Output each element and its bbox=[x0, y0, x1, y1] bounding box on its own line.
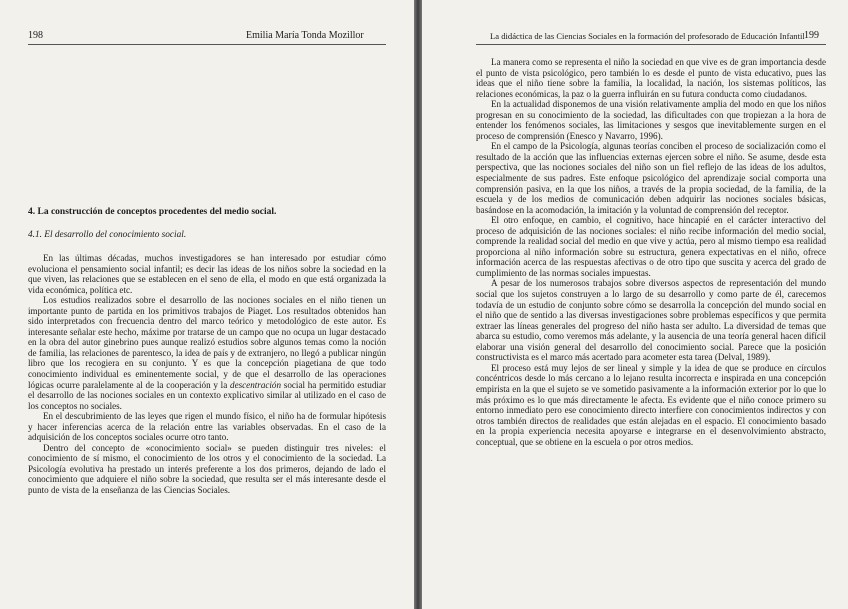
right-paragraph-2: En la actualidad disponemos de una visión relativamente amplia del modo en que los niños progresan en su conocimiento de la sociedad, las dificultades con que tropiezan a la hora de entender los fenómenos sociales, las limitaciones y sesgos que inevitablemente surgen en el proceso de comprensión (Enesco y Navarro, 1996). bbox=[476, 99, 826, 141]
left-paragraph-3: En el descubrimiento de las leyes que rigen el mundo físico, el niño ha de formular hipótesis y hacer inferencias acerca de la relación entre las variables observadas. En el caso de la adquisición de los conceptos sociales ocurre otro tanto. bbox=[28, 411, 386, 443]
right-paragraph-5: A pesar de los numerosos trabajos sobre diversos aspectos de representación del mundo social que los sujetos construyen a lo largo de su desarrollo y como parte de él, carecemos todavía de un estudio de conjunto sobre cómo se desarrolla la concepción del mundo social en el niño que de sentido a las diversas investigaciones sobre problemas específicos y que permita extraer las líneas generales del progreso del niño hasta ser adulto. La diversidad de temas que abarca su estudio, como veremos más adelante, y la ausencia de una teoría general hacen difícil elaborar una visión general del desarrollo del conocimiento social. Parece que la posición constructivista es el marco más acertado para acometer esta tarea (Delval, 1989). bbox=[476, 278, 826, 363]
left-body bbox=[28, 253, 386, 496]
left-header-rule bbox=[28, 44, 386, 45]
section-heading: 4. La construcción de conceptos procedentes del medio social. bbox=[28, 207, 277, 217]
right-body bbox=[476, 57, 826, 447]
subsection-heading: 4.1. El desarrollo del conocimiento social. bbox=[28, 230, 187, 240]
right-paragraph-1: La manera como se representa el niño la sociedad en que vive es de gran importancia desde el punto de vista psicológico, pero también lo es desde el punto de vista educativo, pues las ideas que el niño tiene sobre la familia, la localidad, la nación, los sistemas políticos, las relaciones económicas, la paz o la guerra influirán en su futura conducta como ciudadanos. bbox=[476, 57, 826, 99]
right-paragraph-4: El otro enfoque, en cambio, el cognitivo, hace hincapié en el carácter interactivo del proceso de adquisición de las nociones sociales: el niño recibe información del medio social, comprende la realidad social del medio en que vive y actúa, pero al mismo tiempo esa realidad proporciona al niño información sobre su estructura, genera expectativas en el niño, ofrece información acerca de las respuestas afectivas o de otro tipo que suscita y acerca del grado de cumplimiento de las normas sociales impuestas. bbox=[476, 215, 826, 278]
left-page bbox=[0, 0, 414, 609]
right-paragraph-6: El proceso está muy lejos de ser lineal y simple y la idea de que se produce en círculos concéntricos desde lo más cercano a lo lejano resulta incorrecta e inspirada en una concepción empirista en la que el sujeto se ve sometido pasivamente a la información exterior por lo que lo más próximo es lo que más directamente le afecta. Es evidente que el niño conoce primero su entorno inmediato pero ese conocimiento directo interfiere con conocimientos indirectos y con otros también directos de realidades que están alejadas en el espacio. El conocimiento basado en la propia experiencia necesita apoyarse e integrarse en el desenvolvimiento abstracto, conceptual, que se obtiene en la escuela o por otros medios. bbox=[476, 362, 826, 447]
right-paragraph-3: En el campo de la Psicología, algunas teorías conciben el proceso de socialización como el resultado de la acción que las influencias externas ejercen sobre el niño. Se asume, desde esta perspectiva, que las nociones sociales del niño son un fiel reflejo de las ideas de los adultos, especialmente de sus padres. Este enfoque psicológico del aprendizaje social comporta una comprensión pasiva, en la que los niños, a través de la propia sociedad, de la familia, de la escuela y de los medios de comunicación deben adquirir las nociones sociales básicas, basándose en la acomodación, la imitación y la voluntad de comprensión del receptor. bbox=[476, 141, 826, 215]
left-page-number: 198 bbox=[28, 30, 43, 41]
left-paragraph-2: Los estudios realizados sobre el desarrollo de las nociones sociales en el niño tienen un importante punto de partida en los primitivos trabajos de Piaget. Los resultados obtenidos han sido interpretados con frecuencia dentro del marco teórico y metodológico de este autor. Es interesante señalar este hecho, máxime por tratarse de un campo que no ocupa un lugar destacado en la obra del autor ginebrino pues aunque realizó estudios sobre algunos temas como la noción de familia, las relaciones de parentesco, la idea de país y de extranjero, no llegó a publicar ningún libro que los recogiera en su conjunto. Y es que la concepción piagetiana de que todo conocimiento individual es eminentemente social, y de que el desarrollo de las operaciones lógicas ocurre paralelamente al de la cooperación y la descentración social ha permitido estudiar el desarrollo de las nociones sociales en un contexto explicativo similar al utilizado en el caso de los conceptos no sociales. bbox=[28, 295, 386, 411]
emphasis-descentracion: descentración bbox=[230, 379, 282, 390]
right-header-rule bbox=[476, 44, 826, 45]
left-paragraph-4: Dentro del concepto de «conocimiento social» se pueden distinguir tres niveles: el conocimiento de sí mismo, el conocimiento de los otros y el conocimiento de la sociedad. La Psicología evolutiva ha prestado un interés preferente a los dos primeros, dejando de lado el conocimiento que adquiere el niño sobre la sociedad, que resulta ser el más interesante desde el punto de vista de la enseñanza de las Ciencias Sociales. bbox=[28, 442, 386, 496]
book-gutter bbox=[414, 0, 422, 609]
right-running-head: La didáctica de las Ciencias Sociales en la formación del profesorado de Educación Infantil bbox=[490, 31, 805, 41]
left-paragraph-1: En las últimas décadas, muchos investigadores se han interesado por estudiar cómo evoluciona el pensamiento social infantil; es decir las ideas de los niños sobre la sociedad en la que viven, las relaciones que se establecen en el seno de ella, el modo en que está organizada la vida económica, política etc. bbox=[28, 253, 386, 295]
right-page-number: 199 bbox=[804, 30, 819, 41]
right-page bbox=[422, 0, 848, 609]
left-running-head: Emilia María Tonda Mozillor bbox=[246, 30, 364, 41]
